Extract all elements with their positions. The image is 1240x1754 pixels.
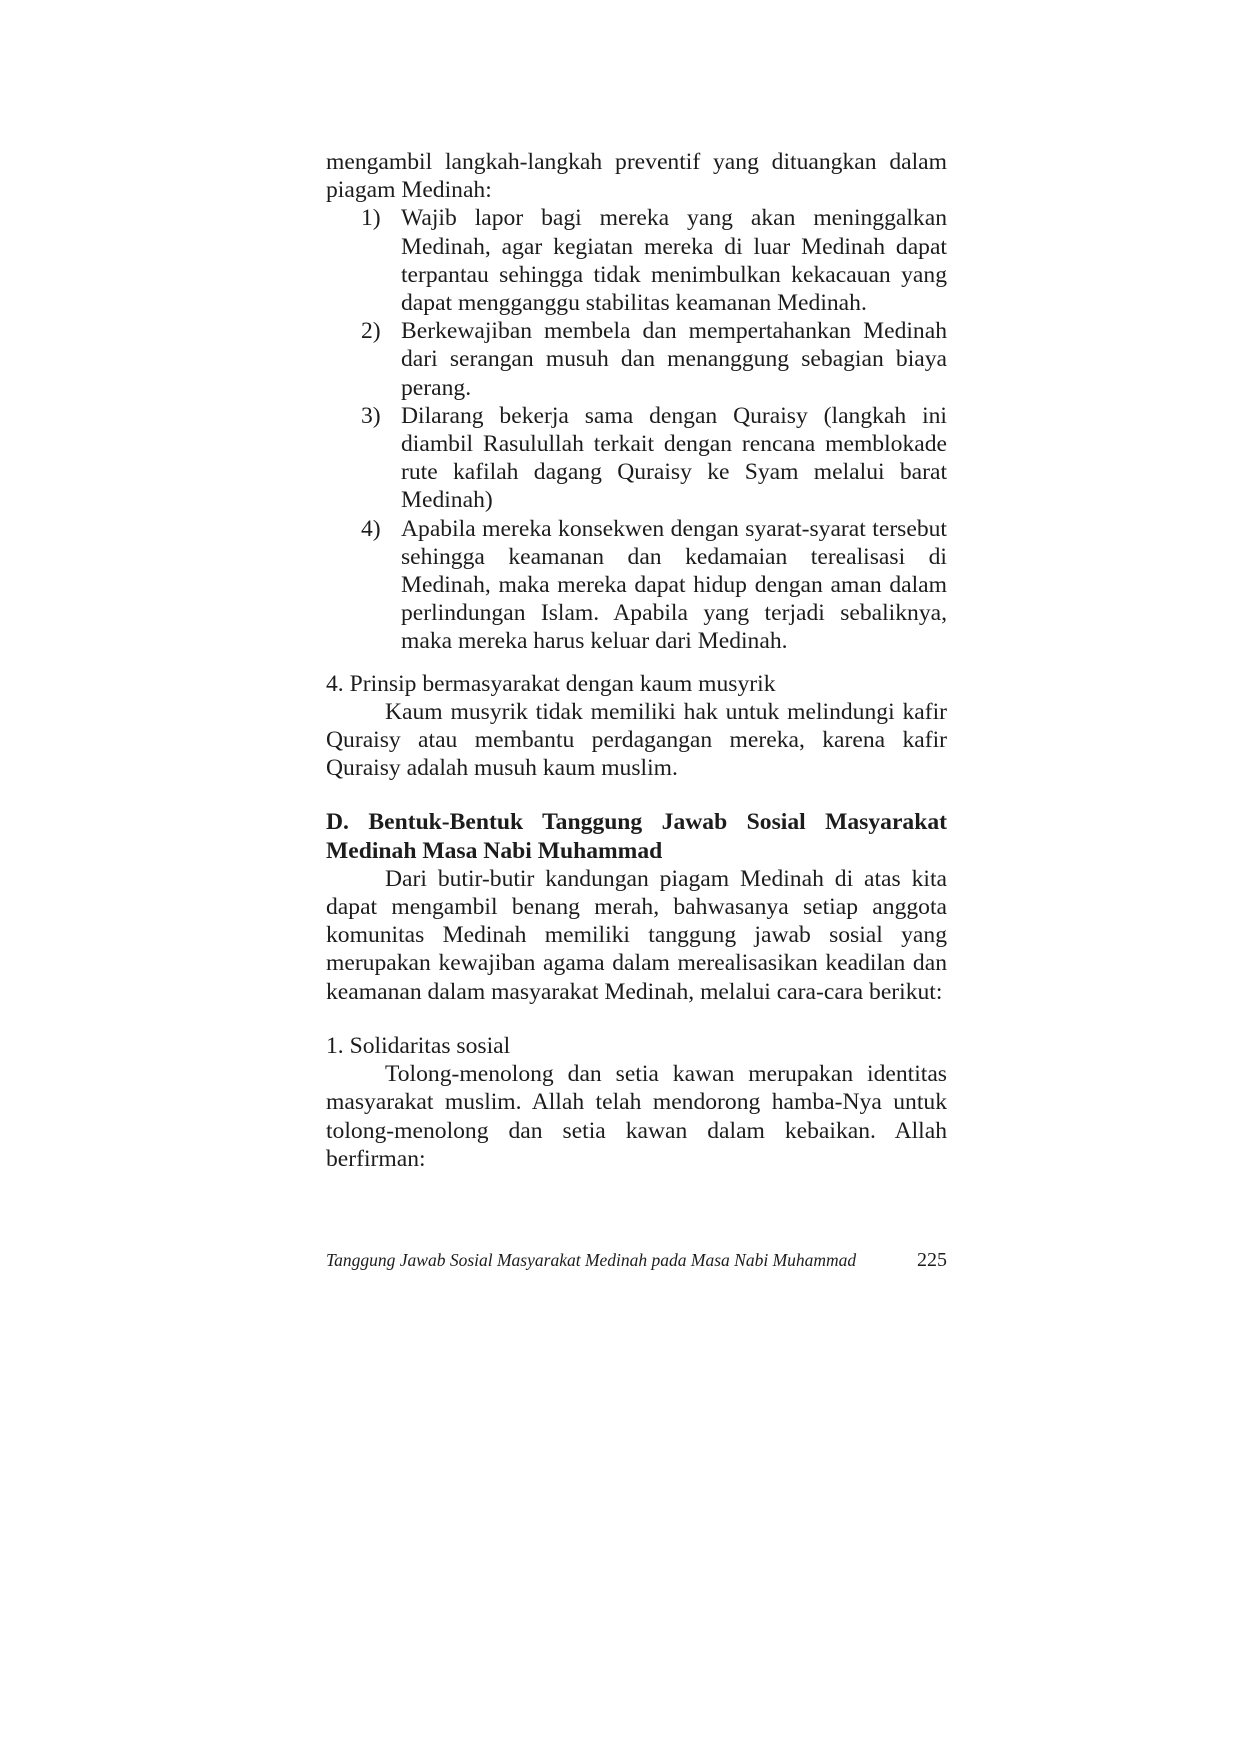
section-d-paragraph: Dari butir-butir kandungan piagam Medinah di atas kita dapat mengambil benang merah, bahwasanya setiap anggota komunitas Medinah memiliki tanggung jawab sosial yang merupakan kewajiban agama dalam merealisasikan keadilan dan keamanan dalam masyarakat Medinah, melalui cara-cara berikut:	[326, 865, 947, 1005]
page-number: 225	[917, 1249, 947, 1271]
running-title: Tanggung Jawab Sosial Masyarakat Medinah pada Masa Nabi Muhammad	[326, 1250, 857, 1270]
list-item-text: Wajib lapor bagi mereka yang akan meninggalkan Medinah, agar kegiatan mereka di luar Medinah dapat terpantau sehingga tidak menimbulkan kekacauan yang dapat mengganggu stabilitas keamanan Medinah.	[401, 205, 947, 317]
page-body	[326, 148, 947, 1173]
list-item-number: 3)	[361, 402, 381, 429]
list-item-number: 2)	[361, 318, 381, 345]
list-item-text: Dilarang bekerja sama dengan Quraisy (langkah ini diambil Rasulullah terkait dengan rencana memblokade rute kafilah dagang Quraisy ke Syam melalui barat Medinah)	[401, 402, 947, 514]
solidarity-paragraph: Tolong-menolong dan setia kawan merupakan identitas masyarakat muslim. Allah telah mendorong hamba-Nya untuk tolong-menolong dan setia kawan dalam kebaikan. Allah berfirman:	[326, 1061, 947, 1172]
intro-paragraph: mengambil langkah-langkah preventif yang dituangkan dalam piagam Medinah:	[326, 149, 947, 204]
measures-list	[326, 204, 947, 655]
list-item-text: Apabila mereka konsekwen dengan syarat-syarat tersebut sehingga keamanan dan kedamaian terealisasi di Medinah, maka mereka dapat hidup dengan aman dalam perlindungan Islam. Apabila yang terjadi sebaliknya, maka mereka harus keluar dari Medinah.	[401, 515, 947, 655]
list-item-text: Berkewajiban membela dan mempertahankan Medinah dari serangan musuh dan menanggung sebagian biaya perang.	[401, 318, 947, 401]
list-item	[326, 515, 947, 656]
principle-4-paragraph: Kaum musyrik tidak memiliki hak untuk melindungi kafir Quraisy atau membantu perdagangan mereka, karena kafir Quraisy adalah musuh kaum muslim.	[326, 698, 947, 782]
principle-4-title: 4. Prinsip bermasyarakat dengan kaum musyrik	[326, 670, 776, 697]
list-item	[326, 204, 947, 317]
list-item-number: 1)	[361, 205, 381, 232]
list-item-number: 4)	[361, 515, 381, 542]
list-item	[326, 402, 947, 515]
page-footer	[326, 1249, 947, 1272]
solidarity-title: 1. Solidaritas sosial	[326, 1032, 511, 1059]
list-item	[326, 317, 947, 402]
section-d-heading: D. Bentuk-Bentuk Tanggung Jawab Sosial Masyarakat Medinah Masa Nabi Muhammad	[326, 809, 947, 864]
